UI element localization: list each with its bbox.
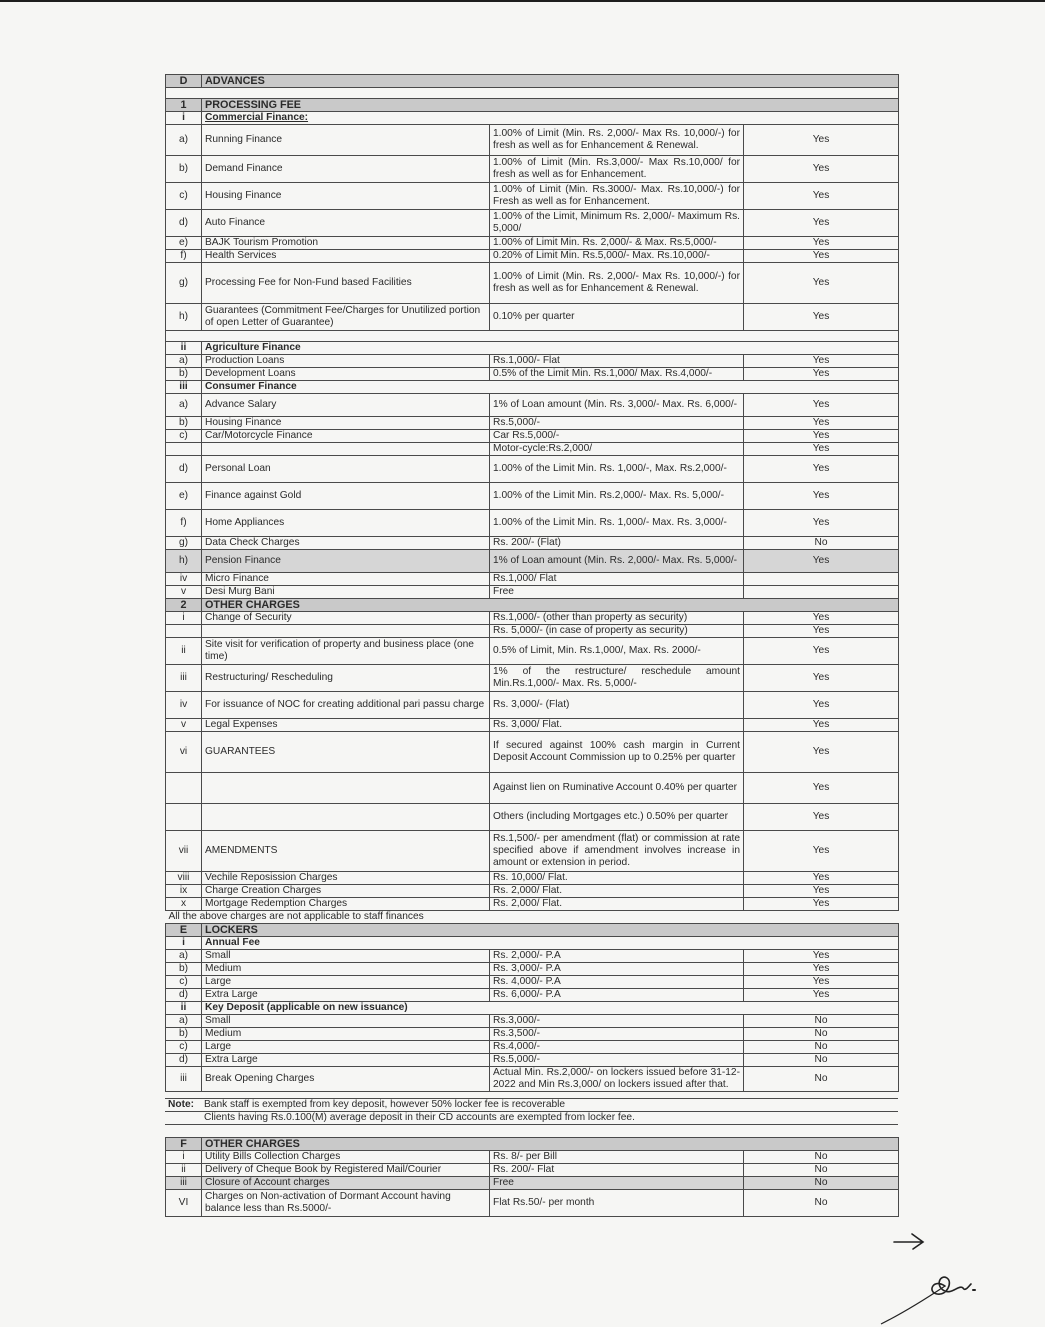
row-number: v (166, 719, 202, 732)
row-item: Car/Motorcycle Finance (202, 430, 490, 443)
section-number: F (166, 1138, 202, 1151)
row-status: Yes (744, 456, 899, 483)
row-number: i (166, 1151, 202, 1164)
row-item: Medium (202, 963, 490, 976)
row-item: For issuance of NOC for creating additional pari passu charge (202, 692, 490, 719)
table-row (166, 430, 899, 443)
table-row (166, 1054, 899, 1067)
row-status: Yes (744, 368, 899, 381)
row-charge: Rs. 3,000/- P.A (490, 963, 744, 976)
row-status: Yes (744, 417, 899, 430)
row-charge: Rs. 6,000/- P.A (490, 989, 744, 1002)
row-number: a) (166, 1015, 202, 1028)
row-status: Yes (744, 250, 899, 263)
row-item: Health Services (202, 250, 490, 263)
table-row (166, 732, 899, 773)
row-number: g) (166, 263, 202, 304)
table-row (166, 989, 899, 1002)
row-charge: Rs. 4,000/- P.A (490, 976, 744, 989)
row-item: Development Loans (202, 368, 490, 381)
row-charge: If secured against 100% cash margin in Current Deposit Account Commission up to 0.25% per quarter (490, 732, 744, 773)
row-status: Yes (744, 612, 899, 625)
row-item: Small (202, 1015, 490, 1028)
section-number: 2 (166, 599, 202, 612)
blank-row (166, 331, 899, 342)
row-charge: Motor-cycle:Rs.2,000/ (490, 443, 744, 456)
row-status: Yes (744, 773, 899, 804)
row-item: Desi Murg Bani (202, 586, 490, 599)
row-number: a) (166, 355, 202, 368)
table-row (166, 831, 899, 872)
row-item: Guarantees (Commitment Fee/Charges for Unutilized portion of open Letter of Guarantee) (202, 304, 490, 331)
row-status: Yes (744, 885, 899, 898)
row-number: h) (166, 550, 202, 573)
section-header (166, 99, 899, 112)
row-charge: Rs. 5,000/- (in case of property as security) (490, 625, 744, 638)
row-charge: 1.00% of the Limit, Minimum Rs. 2,000/- Maximum Rs. 5,000/ (490, 210, 744, 237)
row-number: g) (166, 537, 202, 550)
table-row (166, 665, 899, 692)
row-number: viii (166, 872, 202, 885)
row-number: e) (166, 237, 202, 250)
table-row (166, 638, 899, 665)
row-charge: Rs.5,000/- (490, 417, 744, 430)
row-status: Yes (744, 665, 899, 692)
subsection-header (166, 112, 899, 125)
note-block (165, 1098, 898, 1125)
table-row (166, 804, 899, 831)
row-status: Yes (744, 304, 899, 331)
row-charge: 0.5% of the Limit Min. Rs.1,000/ Max. Rs.4,000/- (490, 368, 744, 381)
row-status: Yes (744, 638, 899, 665)
row-charge: Against lien on Ruminative Account 0.40% per quarter (490, 773, 744, 804)
row-number: v (166, 586, 202, 599)
section-title: Key Deposit (applicable on new issuance) (202, 1002, 899, 1015)
row-charge: 1.00% of Limit (Min. Rs.3000/- Max. Rs.10,000/-) for Fresh as well as for Enhancement. (490, 183, 744, 210)
row-charge: Rs.5,000/- (490, 1054, 744, 1067)
charges-table (165, 74, 899, 1092)
table-row (166, 443, 899, 456)
table-row (166, 368, 899, 381)
row-charge: 1.00% of Limit (Min. Rs. 2,000/- Max Rs. 10,000/-) for fresh as well as for Enhancement & Renewal. (490, 263, 744, 304)
row-status: Yes (744, 355, 899, 368)
subsection-header (166, 1002, 899, 1015)
row-number: d) (166, 456, 202, 483)
row-number: iii (166, 1067, 202, 1092)
row-status: No (744, 1190, 899, 1217)
scan-top-edge (0, 0, 1045, 2)
row-status: Yes (744, 692, 899, 719)
row-number: d) (166, 989, 202, 1002)
row-item: Delivery of Cheque Book by Registered Mail/Courier (202, 1164, 490, 1177)
table-row (166, 963, 899, 976)
blank-row (166, 88, 899, 99)
row-status: Yes (744, 443, 899, 456)
table-row (166, 976, 899, 989)
row-number: c) (166, 976, 202, 989)
section-title: ADVANCES (202, 75, 899, 88)
row-item (202, 443, 490, 456)
row-charge: Free (490, 1177, 744, 1190)
row-number: b) (166, 368, 202, 381)
row-status: Yes (744, 831, 899, 872)
row-status: Yes (744, 210, 899, 237)
row-item: Personal Loan (202, 456, 490, 483)
row-item: Site visit for verification of property and business place (one time) (202, 638, 490, 665)
row-charge: 0.5% of Limit, Min. Rs.1,000/, Max. Rs. 2000/- (490, 638, 744, 665)
row-status: No (744, 1067, 899, 1092)
section-title: LOCKERS (202, 924, 899, 937)
row-number: d) (166, 1054, 202, 1067)
table-row (166, 885, 899, 898)
row-status: Yes (744, 976, 899, 989)
row-status: Yes (744, 989, 899, 1002)
table-row (166, 125, 899, 156)
row-charge: Rs.1,000/ Flat (490, 573, 744, 586)
row-status: Yes (744, 430, 899, 443)
staff-note: All the above charges are not applicable to staff finances (166, 911, 899, 924)
row-number: b) (166, 1028, 202, 1041)
row-charge: Rs. 200/- Flat (490, 1164, 744, 1177)
row-status: No (744, 1054, 899, 1067)
table-row (166, 625, 899, 638)
section-number: ii (166, 1002, 202, 1015)
table-row (166, 692, 899, 719)
row-status: Yes (744, 719, 899, 732)
table-row (166, 573, 899, 586)
row-status: No (744, 537, 899, 550)
row-item: Mortgage Redemption Charges (202, 898, 490, 911)
row-number: c) (166, 430, 202, 443)
row-item: Change of Security (202, 612, 490, 625)
section-title: PROCESSING FEE (202, 99, 899, 112)
table-row (166, 394, 899, 417)
row-number: i (166, 612, 202, 625)
section-title: OTHER CHARGES (202, 599, 899, 612)
row-item: Small (202, 950, 490, 963)
row-status: No (744, 1177, 899, 1190)
row-item: Utility Bills Collection Charges (202, 1151, 490, 1164)
row-number: c) (166, 183, 202, 210)
row-charge: 1% of Loan amount (Min. Rs. 3,000/- Max. Rs. 6,000/- (490, 394, 744, 417)
section-title: OTHER CHARGES (202, 1138, 899, 1151)
row-item: Advance Salary (202, 394, 490, 417)
row-item: Finance against Gold (202, 483, 490, 510)
table-row (166, 586, 899, 599)
subsection-header (166, 937, 899, 950)
row-charge: Car Rs.5,000/- (490, 430, 744, 443)
row-charge: 1.00% of Limit (Min. Rs.3,000/- Max Rs.10,000/ for fresh as well as for Enhancement. (490, 156, 744, 183)
row-status: Yes (744, 898, 899, 911)
table-row (166, 355, 899, 368)
row-charge: Rs.1,000/- (other than property as security) (490, 612, 744, 625)
section-header (166, 75, 899, 88)
table-row (166, 898, 899, 911)
row-status: No (744, 1041, 899, 1054)
row-number: a) (166, 950, 202, 963)
row-charge: Rs.3,500/- (490, 1028, 744, 1041)
row-charge: 1.00% of Limit (Min. Rs. 2,000/- Max Rs. 10,000/-) for fresh as well as for Enhancement & Renewal. (490, 125, 744, 156)
row-status: Yes (744, 550, 899, 573)
row-number: vii (166, 831, 202, 872)
row-status: Yes (744, 963, 899, 976)
other-charges-table (165, 1137, 899, 1217)
row-number: h) (166, 304, 202, 331)
table-row (166, 1067, 899, 1092)
table-row (166, 872, 899, 885)
row-number (166, 804, 202, 831)
schedule-of-charges (165, 74, 898, 1217)
row-number: VI (166, 1190, 202, 1217)
row-status (744, 586, 899, 599)
table-row (166, 1041, 899, 1054)
row-status: No (744, 1164, 899, 1177)
row-charge: Rs.4,000/- (490, 1041, 744, 1054)
signature-icon (875, 1268, 985, 1326)
row-item: Extra Large (202, 989, 490, 1002)
row-number: e) (166, 483, 202, 510)
row-number: b) (166, 417, 202, 430)
section-number: i (166, 937, 202, 950)
row-item: Break Opening Charges (202, 1067, 490, 1092)
row-item: Micro Finance (202, 573, 490, 586)
row-charge: Actual Min. Rs.2,000/- on lockers issued before 31-12-2022 and Min Rs.3,000/ on lockers issued after that. (490, 1067, 744, 1092)
row-charge: 0.20% of Limit Min. Rs.5,000/- Max. Rs.10,000/- (490, 250, 744, 263)
row-item: Auto Finance (202, 210, 490, 237)
section-number: E (166, 924, 202, 937)
table-row (166, 1015, 899, 1028)
section-number: iii (166, 381, 202, 394)
row-status: Yes (744, 125, 899, 156)
row-item: Production Loans (202, 355, 490, 368)
row-charge: Rs.1,500/- per amendment (flat) or commission at rate specified above if amendment involves increase in amount or extension in period. (490, 831, 744, 872)
row-number: d) (166, 210, 202, 237)
row-charge: 1.00% of the Limit Min. Rs. 1,000/-, Max. Rs.2,000/- (490, 456, 744, 483)
row-number: x (166, 898, 202, 911)
row-status: Yes (744, 625, 899, 638)
row-item: Large (202, 1041, 490, 1054)
row-charge: 0.10% per quarter (490, 304, 744, 331)
row-item: Medium (202, 1028, 490, 1041)
section-number: ii (166, 342, 202, 355)
table-row (166, 950, 899, 963)
table-row (166, 537, 899, 550)
row-charge: Rs.1,000/- Flat (490, 355, 744, 368)
row-charge: Others (including Mortgages etc.) 0.50% per quarter (490, 804, 744, 831)
row-charge: Free (490, 586, 744, 599)
table-row (166, 719, 899, 732)
row-item: Data Check Charges (202, 537, 490, 550)
note-label: Note: (165, 1099, 201, 1112)
row-status: Yes (744, 263, 899, 304)
row-charge: Rs. 2,000/- P.A (490, 950, 744, 963)
table-row (166, 483, 899, 510)
row-status (744, 573, 899, 586)
handwritten-arrow-icon (892, 1230, 926, 1252)
table-row (166, 250, 899, 263)
row-item: Running Finance (202, 125, 490, 156)
row-item: Charge Creation Charges (202, 885, 490, 898)
row-item: Legal Expenses (202, 719, 490, 732)
row-charge: 1.00% of the Limit Min. Rs. 1,000/- Max. Rs. 3,000/- (490, 510, 744, 537)
row-charge: Rs. 2,000/ Flat. (490, 885, 744, 898)
staff-note-row (166, 911, 899, 924)
row-number: ii (166, 638, 202, 665)
table-row (166, 263, 899, 304)
row-charge: 1.00% of Limit Min. Rs. 2,000/- & Max. Rs.5,000/- (490, 237, 744, 250)
row-charge: Rs. 10,000/ Flat. (490, 872, 744, 885)
row-status: Yes (744, 237, 899, 250)
table-row (166, 304, 899, 331)
row-charge: 1% of Loan amount (Min. Rs. 2,000/- Max. Rs. 5,000/- (490, 550, 744, 573)
row-item: Demand Finance (202, 156, 490, 183)
section-title: Annual Fee (202, 937, 899, 950)
section-number: 1 (166, 99, 202, 112)
section-title: Agriculture Finance (202, 342, 899, 355)
row-status: Yes (744, 156, 899, 183)
row-item: Housing Finance (202, 417, 490, 430)
row-number (166, 773, 202, 804)
row-charge: Flat Rs.50/- per month (490, 1190, 744, 1217)
row-number: ii (166, 1164, 202, 1177)
row-item: AMENDMENTS (202, 831, 490, 872)
row-number (166, 625, 202, 638)
row-item: Closure of Account charges (202, 1177, 490, 1190)
row-item: GUARANTEES (202, 732, 490, 773)
row-number: ix (166, 885, 202, 898)
row-number: iii (166, 1177, 202, 1190)
row-item: Vechile Reposission Charges (202, 872, 490, 885)
section-header (166, 599, 899, 612)
row-status: No (744, 1028, 899, 1041)
table-row (166, 612, 899, 625)
table-row (166, 773, 899, 804)
section-number: i (166, 112, 202, 125)
row-charge: Rs. 3,000/ Flat. (490, 719, 744, 732)
row-number: a) (166, 394, 202, 417)
row-status: Yes (744, 804, 899, 831)
row-number: iv (166, 692, 202, 719)
row-item (202, 804, 490, 831)
row-number: c) (166, 1041, 202, 1054)
row-number: iv (166, 573, 202, 586)
row-item: Home Appliances (202, 510, 490, 537)
row-number: b) (166, 963, 202, 976)
row-status: No (744, 1015, 899, 1028)
row-status: Yes (744, 950, 899, 963)
row-status: Yes (744, 483, 899, 510)
row-charge: 1.00% of the Limit Min. Rs.2,000/- Max. Rs. 5,000/- (490, 483, 744, 510)
row-number: vi (166, 732, 202, 773)
row-charge: Rs. 200/- (Flat) (490, 537, 744, 550)
row-charge: 1% of the restructure/ reschedule amount Min.Rs.1,000/- Max. Rs. 5,000/- (490, 665, 744, 692)
row-status: Yes (744, 183, 899, 210)
table-row (166, 550, 899, 573)
section-title: Commercial Finance: (202, 112, 899, 125)
row-number: b) (166, 156, 202, 183)
row-status: Yes (744, 510, 899, 537)
row-status: Yes (744, 394, 899, 417)
table-row (166, 237, 899, 250)
row-item: Extra Large (202, 1054, 490, 1067)
note-line-1: Bank staff is exempted from key deposit, however 50% locker fee is recoverable (201, 1099, 898, 1112)
table-row (166, 510, 899, 537)
table-row (166, 183, 899, 210)
row-number: iii (166, 665, 202, 692)
section-header (166, 924, 899, 937)
note-line-2: Clients having Rs.0.100(M) average deposit in their CD accounts are exempted from locker fee. (201, 1112, 898, 1125)
subsection-header (166, 381, 899, 394)
row-item (202, 625, 490, 638)
section-title: Consumer Finance (202, 381, 899, 394)
table-row (166, 156, 899, 183)
row-item: Large (202, 976, 490, 989)
row-item: Pension Finance (202, 550, 490, 573)
row-item: Restructuring/ Rescheduling (202, 665, 490, 692)
row-status: Yes (744, 732, 899, 773)
table-row (166, 456, 899, 483)
row-item: Housing Finance (202, 183, 490, 210)
table-row (166, 417, 899, 430)
table-row (166, 210, 899, 237)
row-item: Charges on Non-activation of Dormant Account having balance less than Rs.5000/- (202, 1190, 490, 1217)
section-number: D (166, 75, 202, 88)
row-charge: Rs. 2,000/ Flat. (490, 898, 744, 911)
subsection-header (166, 342, 899, 355)
row-number: f) (166, 510, 202, 537)
row-item: BAJK Tourism Promotion (202, 237, 490, 250)
row-item (202, 773, 490, 804)
row-item: Processing Fee for Non-Fund based Facilities (202, 263, 490, 304)
row-number: f) (166, 250, 202, 263)
row-charge: Rs.3,000/- (490, 1015, 744, 1028)
row-status: No (744, 1151, 899, 1164)
row-charge: Rs. 8/- per Bill (490, 1151, 744, 1164)
row-charge: Rs. 3,000/- (Flat) (490, 692, 744, 719)
row-status: Yes (744, 872, 899, 885)
table-row (166, 1028, 899, 1041)
row-number (166, 443, 202, 456)
row-number: a) (166, 125, 202, 156)
